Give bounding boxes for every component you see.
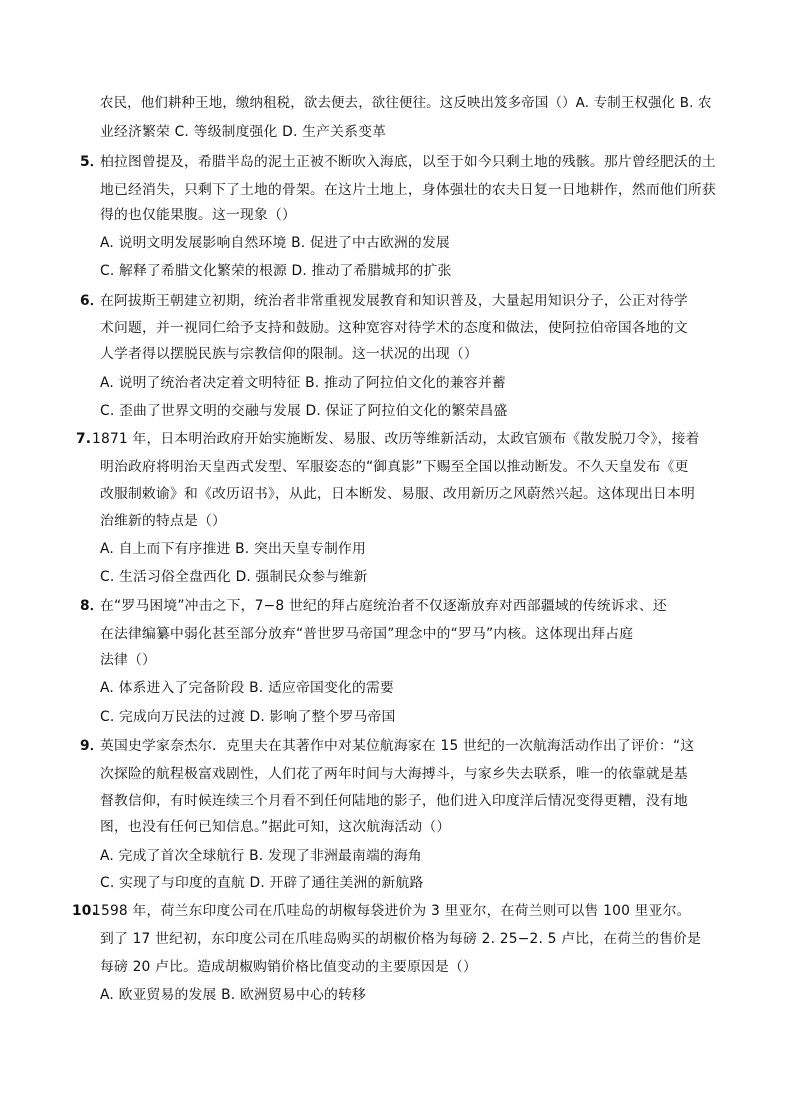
q8-line-2: 在法律编纂中弱化甚至部分放弃“普世罗马帝国”理念中的“罗马”内核。这体现出拜占庭 [100,626,634,642]
q5-line-1: 柏拉图曾提及，希腊半岛的泥土正被不断吹入海底，以至于如今只剩土地的残骸。那片曾经肥沃的土 [100,154,716,170]
q6-options-1: A. 说明了统治者决定着文明特征 B. 推动了阿拉伯文化的兼容并蓄 [100,375,506,391]
q10-number: 10. [72,903,98,919]
q10-line-2: 到了 17 世纪初，东印度公司在爪哇岛购买的胡椒价格为每磅 2. 25−2. 5 卢比，在荷兰的售价是 [100,931,702,947]
q9-line-3: 督教信仰，有时候连续三个月看不到任何陆地的影子，他们进入印度洋后情况变得更糟，没有地 [100,793,688,809]
q7-options-1: A. 自上而下有序推进 B. 突出天皇专制作用 [100,541,366,557]
q6-line-1: 在阿拔斯王朝建立初期，统治者非常重视发展教育和知识普及，大量起用知识分子，公正对待学 [100,293,688,309]
q10-options-1: A. 欧亚贸易的发展 B. 欧洲贸易中心的转移 [100,987,366,1003]
q9-options-1: A. 完成了首次全球航行 B. 发现了非洲最南端的海角 [100,848,422,864]
q8-options-1: A. 体系进入了完备阶段 B. 适应帝国变化的需要 [100,680,394,696]
q5-line-3: 得的也仅能果腹。这一现象（） [100,207,296,223]
q7-number: 7. [76,431,92,447]
q5-options-2: C. 解释了希腊文化繁荣的根源 D. 推动了希腊城邦的扩张 [100,263,452,279]
q9-line-4: 图，也没有任何已知信息。”据此可知，这次航海活动（） [100,819,451,835]
q5-number: 5． [80,154,104,170]
q6-number: 6． [80,293,104,309]
q4-line-2: 业经济繁荣 C. 等级制度强化 D. 生产关系变革 [100,124,387,140]
q8-options-2: C. 完成向万民法的过渡 D. 影响了整个罗马帝国 [100,709,396,725]
q6-line-2: 术问题，并一视同仁给予支持和鼓励。这种宽容对待学术的态度和做法，使阿拉伯帝国各地的文 [100,320,688,336]
q9-options-2: C. 实现了与印度的直航 D. 开辟了通往美洲的新航路 [100,875,424,891]
q8-line-3: 法律（） [100,652,156,668]
q9-line-1: 英国史学家奈杰尔．克里夫在其著作中对某位航海家在 15 世纪的一次航海活动作出了评价：“这 [100,738,695,754]
q6-line-3: 人学者得以摆脱民族与宗教信仰的限制。这一状况的出现（） [100,346,478,362]
q9-number: 9． [80,738,104,754]
q9-line-2: 次探险的航程极富戏剧性，人们花了两年时间与大海搏斗，与家乡失去联系，唯一的依靠就是基 [100,766,688,782]
q7-line-1: 1871 年，日本明治政府开始实施断发、易服、改历等维新活动，太政官颁布《散发脱刀令》，接着 [92,431,700,447]
q5-line-2: 地已经消失，只剩下了土地的骨架。在这片土地上，身体强壮的农夫日复一日地耕作，然而他们所获 [100,182,716,198]
q4-line-1: 农民，他们耕种王地，缴纳租税，欲去便去，欲往便往。这反映出笈多帝国（）A. 专制王权强化 B. 农 [100,96,712,111]
q10-line-1: 1598 年，荷兰东印度公司在爪哇岛的胡椒每袋进价为 3 里亚尔，在荷兰则可以售 100 里亚尔。 [92,903,691,919]
q8-number: 8． [80,598,104,614]
q7-line-2: 明治政府将明治天皇西式发型、军服姿态的“御真影”下赐至全国以推动断发。不久天皇发布《更 [100,459,689,475]
q7-line-3: 改服制敕谕》和《改历诏书》，从此，日本断发、易服、改用新历之风蔚然兴起。这体现出日本明 [100,486,695,502]
q8-line-1: 在“罗马困境”冲击之下，7−8 世纪的拜占庭统治者不仅逐渐放弃对西部疆域的传统诉求、还 [100,598,667,614]
q7-line-4: 治维新的特点是（） [100,513,226,529]
q10-line-3: 每磅 20 卢比。造成胡椒购销价格比值变动的主要原因是（） [100,959,478,975]
q6-options-2: C. 歪曲了世界文明的交融与发展 D. 保证了阿拉伯文化的繁荣昌盛 [100,403,508,419]
q7-options-2: C. 生活习俗全盘西化 D. 强制民众参与维新 [100,569,368,585]
q5-options-1: A. 说明文明发展影响自然环境 B. 促进了中古欧洲的发展 [100,235,450,251]
